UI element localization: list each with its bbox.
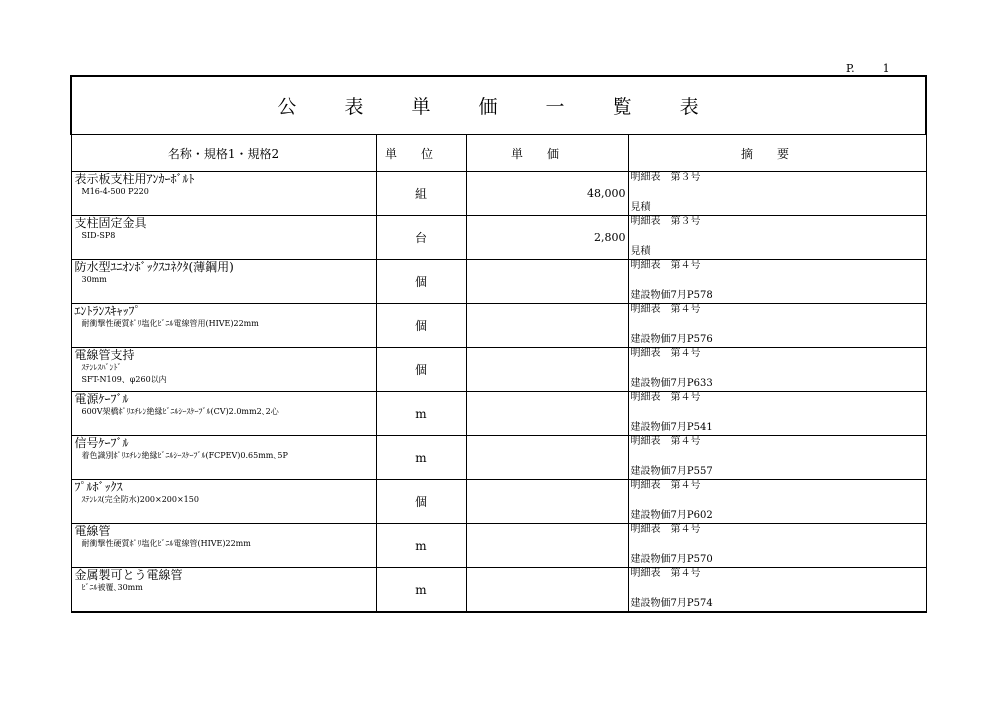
item-note-cell [628, 524, 926, 568]
item-name: 防水型ﾕﾆｵﾝﾎﾞｯｸｽｺﾈｸﾀ(薄鋼用) [74, 260, 234, 274]
item-note-cell [628, 172, 926, 216]
item-name: 金属製可とう電線管 [74, 568, 183, 582]
item-note-cell [628, 436, 926, 480]
price-list-table [70, 75, 927, 613]
item-price [466, 392, 628, 436]
item-note-cell [628, 568, 926, 613]
item-price: 48,000 [466, 172, 628, 216]
table-row [71, 216, 926, 260]
item-price [466, 304, 628, 348]
item-note-source: 建設物価7月P633 [630, 378, 713, 389]
item-unit: 台 [376, 216, 466, 260]
item-price [466, 568, 628, 613]
item-note-cell [628, 348, 926, 392]
item-unit: 個 [376, 304, 466, 348]
item-unit: m [376, 524, 466, 568]
document-title: 公 表 単 価 一 覧 表 [71, 76, 926, 135]
item-note-ref: 明細表 第４号 [630, 480, 701, 491]
item-spec: ﾋﾞﾆﾙ被覆､30mm [81, 583, 143, 592]
item-spec: 着色識別ﾎﾟﾘｴﾁﾚﾝ絶縁ﾋﾞﾆﾙｼｰｽｹｰﾌﾞﾙ(FCPEV)0.65mm､5P [81, 451, 288, 460]
item-note-cell [628, 260, 926, 304]
item-note-cell [628, 304, 926, 348]
item-name-cell [71, 524, 376, 568]
item-note-source: 建設物価7月P602 [630, 510, 713, 521]
item-unit: m [376, 392, 466, 436]
item-note-source: 建設物価7月P578 [630, 290, 713, 301]
item-spec: 耐衝撃性硬質ﾎﾟﾘ塩化ﾋﾞﾆﾙ電線管用(HIVE)22mm [81, 319, 259, 328]
item-name: ﾌﾟﾙﾎﾞｯｸｽ [74, 480, 123, 494]
page-number-value: 1 [882, 62, 890, 75]
item-note-ref: 明細表 第４号 [630, 392, 701, 403]
item-name-cell [71, 568, 376, 613]
item-spec: 耐衝撃性硬質ﾎﾟﾘ塩化ﾋﾞﾆﾙ電線管(HIVE)22mm [81, 539, 251, 548]
item-unit: 個 [376, 348, 466, 392]
header-name: 名称・規格1・規格2 [71, 135, 376, 172]
item-spec: ｽﾃﾝﾚｽ(完全防水)200×200×150 [81, 495, 199, 504]
item-price [466, 260, 628, 304]
item-unit: m [376, 568, 466, 613]
item-spec: SID-SP8 [81, 231, 116, 240]
item-spec: 30mm [81, 275, 107, 284]
item-price: 2,800 [466, 216, 628, 260]
item-name-cell [71, 260, 376, 304]
item-name-cell [71, 172, 376, 216]
item-name-cell [71, 216, 376, 260]
item-price [466, 348, 628, 392]
item-name-cell [71, 348, 376, 392]
header-unit: 単位 [376, 135, 466, 172]
item-note-ref: 明細表 第４号 [630, 260, 701, 271]
item-price [466, 436, 628, 480]
item-note-cell [628, 216, 926, 260]
item-note-source: 見積 [630, 246, 651, 257]
page-number [846, 62, 890, 75]
item-name: 電線管 [74, 524, 111, 538]
item-name: 信号ｹｰﾌﾞﾙ [74, 436, 129, 450]
item-price [466, 480, 628, 524]
item-spec: 600V架橋ﾎﾟﾘｴﾁﾚﾝ絶縁ﾋﾞﾆﾙｼｰｽｹｰﾌﾞﾙ(CV)2.0mm2､2心 [81, 407, 279, 416]
item-unit: m [376, 436, 466, 480]
item-note-source: 建設物価7月P541 [630, 422, 713, 433]
item-name-cell [71, 304, 376, 348]
table-row [71, 172, 926, 216]
item-note-ref: 明細表 第４号 [630, 524, 701, 535]
item-note-ref: 明細表 第４号 [630, 568, 701, 579]
table-row [71, 304, 926, 348]
item-spec: ｽﾃﾝﾚｽﾊﾞﾝﾄﾞ [81, 363, 122, 372]
item-note-source: 建設物価7月P570 [630, 554, 713, 565]
item-note-source: 建設物価7月P576 [630, 334, 713, 345]
item-unit: 個 [376, 480, 466, 524]
item-note-ref: 明細表 第３号 [630, 172, 701, 183]
item-name-cell [71, 392, 376, 436]
item-note-ref: 明細表 第４号 [630, 348, 701, 359]
item-name-cell [71, 480, 376, 524]
item-note-source: 建設物価7月P557 [630, 466, 713, 477]
table-row [71, 480, 926, 524]
item-price [466, 524, 628, 568]
item-name: 支柱固定金具 [74, 216, 147, 230]
header-row [71, 135, 926, 172]
table-row [71, 392, 926, 436]
item-note-cell [628, 480, 926, 524]
item-note-ref: 明細表 第４号 [630, 304, 701, 315]
item-unit: 個 [376, 260, 466, 304]
table-row [71, 524, 926, 568]
table-row [71, 260, 926, 304]
item-name-cell [71, 436, 376, 480]
table-row [71, 348, 926, 392]
page-label: P. [846, 62, 855, 75]
table-row [71, 436, 926, 480]
table-row [71, 568, 926, 613]
item-spec-2: SFT-N109、φ260以内 [81, 375, 167, 384]
item-note-cell [628, 392, 926, 436]
item-spec: M16-4-500 P220 [81, 187, 149, 196]
item-unit: 組 [376, 172, 466, 216]
header-note: 摘要 [628, 135, 926, 172]
item-note-ref: 明細表 第４号 [630, 436, 701, 447]
item-note-source: 見積 [630, 202, 651, 213]
item-name: ｴﾝﾄﾗﾝｽｷｬｯﾌﾟ [74, 304, 141, 318]
item-name: 電源ｹｰﾌﾞﾙ [74, 392, 129, 406]
header-price: 単価 [466, 135, 628, 172]
item-name: 電線管支持 [74, 348, 135, 362]
item-name: 表示板支柱用ｱﾝｶｰﾎﾞﾙﾄ [74, 172, 195, 186]
item-note-ref: 明細表 第３号 [630, 216, 701, 227]
item-note-source: 建設物価7月P574 [630, 598, 713, 609]
